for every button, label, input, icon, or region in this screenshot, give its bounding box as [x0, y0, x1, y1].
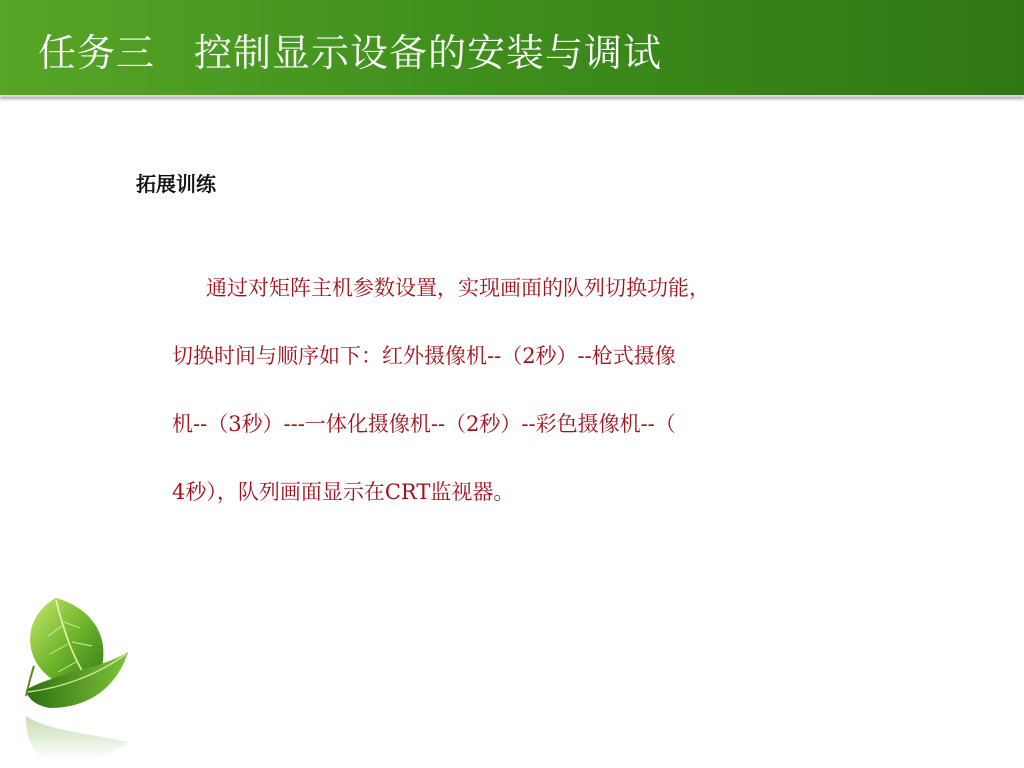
body-line: 机--（3秒）---一体化摄像机--（2秒）--彩色摄像机--（	[172, 412, 676, 436]
slide-title: 任务三 控制显示设备的安装与调试	[38, 31, 663, 75]
green-leaves-icon	[10, 592, 160, 768]
body-paragraph	[172, 258, 892, 530]
body-line: 通过对矩阵主机参数设置，实现画面的队列切换功能，	[206, 276, 710, 300]
body-line: 切换时间与顺序如下：红外摄像机--（2秒）--枪式摄像	[172, 344, 676, 368]
section-heading: 拓展训练	[136, 172, 216, 196]
title-bar	[0, 0, 1024, 96]
body-line: 4秒），队列画面显示在CRT监视器。	[172, 480, 515, 504]
